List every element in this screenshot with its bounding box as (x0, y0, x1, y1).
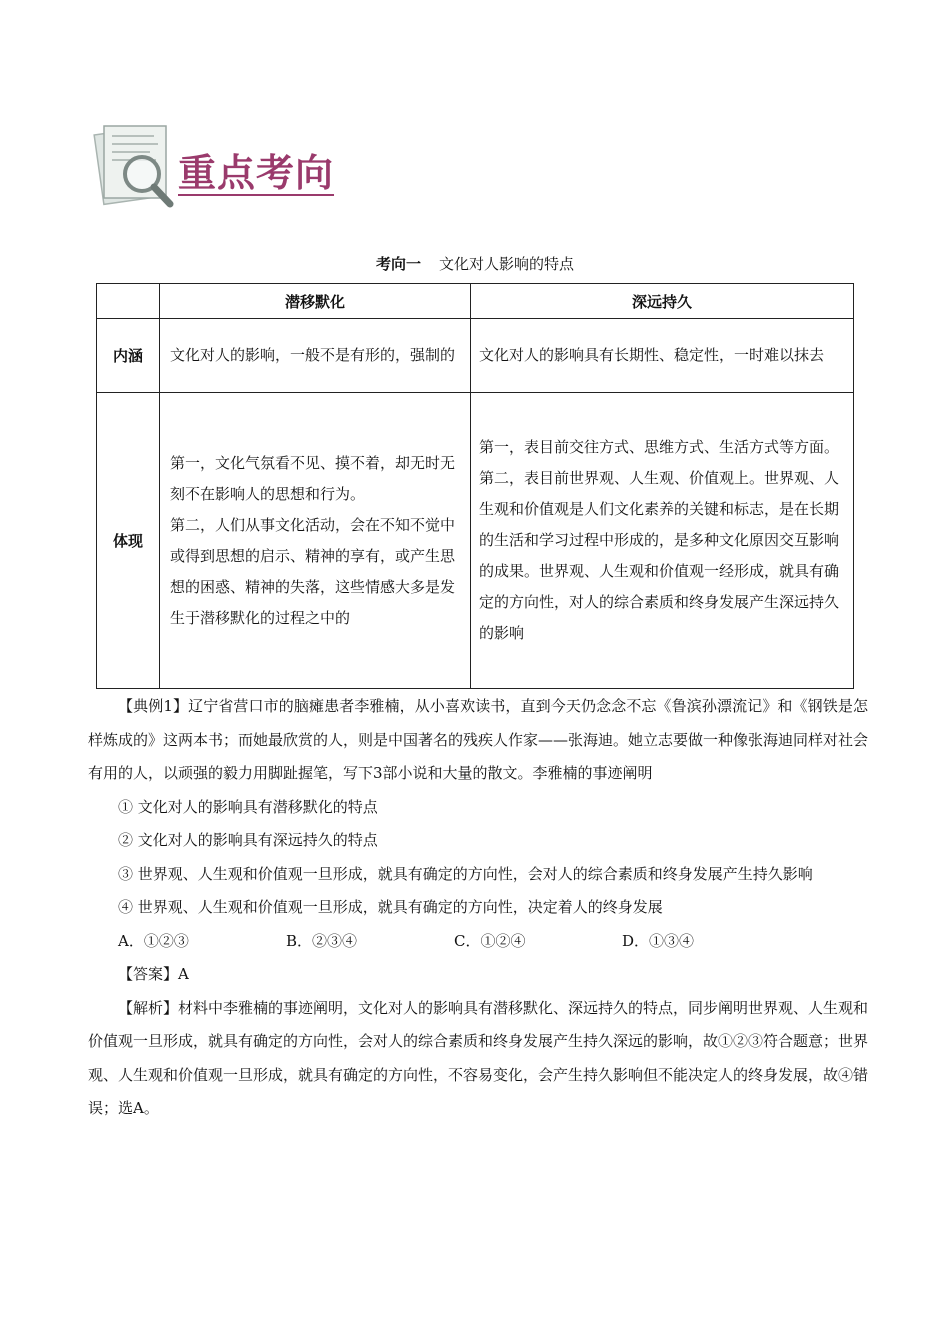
statement-2: ② 文化对人的影响具有深远持久的特点 (118, 831, 378, 849)
statement-3: ③ 世界观、人生观和价值观一旦形成，就具有确定的方向性，会对人的综合素质和终身发展产生持久影响 (118, 864, 813, 883)
example-stem: 【典例1】辽宁省营口市的脑瘫患者李雅楠，从小喜欢读书，直到今天仍念念不忘《鲁滨孙漂流记》和《钢铁是怎样炼成的》这两本书；而她最欣赏的人，则是中国著名的残疾人作家——张海迪。她立志要做一种像张海迪同样对社会有用的人，以顽强的毅力用脚趾握笔，写下3部小说和大量的散文。李雅楠的事迹阐明 (88, 697, 869, 782)
table-cell: 文化对人的影响具有长期性、稳定性，一时难以抹去 (471, 319, 854, 393)
table-row (97, 319, 854, 393)
table-caption (0, 253, 950, 274)
table-header-lasting: 深远持久 (471, 284, 854, 319)
answer: 【答案】A (118, 965, 189, 983)
table-cell: 第一，表目前交往方式、思维方式、生活方式等方面。 第二，表目前世界观、人生观、价值观上。世界观、人生观和价值观是人们文化素养的关键和标志，是在长期的生活和学习过程中形成的，是多种文化原因交互影响的成果。世界观、人生观和价值观一经形成，就具有确定的方向性，对人的综合素质和终身发展产生深远持久的影响 (471, 393, 854, 689)
table-row (97, 393, 854, 689)
table-header-row (97, 284, 854, 319)
answer-choices (88, 925, 868, 959)
table-cell: 文化对人的影响，一般不是有形的，强制的 (160, 319, 471, 393)
statement-4: ④ 世界观、人生观和价值观一旦形成，就具有确定的方向性，决定着人的终身发展 (118, 898, 663, 916)
choice-b: B．②③④ (286, 931, 358, 950)
section-banner-title: 重点考向 (178, 151, 335, 195)
choice-c: C．①②④ (454, 931, 526, 950)
caption-text: 文化对人影响的特点 (439, 255, 575, 273)
analysis: 【解析】材料中李雅楠的事迹阐明，文化对人的影响具有潜移默化、深远持久的特点，同步阐明世界观、人生观和价值观一旦形成，就具有确定的方向性，会对人的综合素质和终身发展产生持久深远的影响，故①②③符合题意；世界观、人生观和价值观一旦形成，就具有确定的方向性，不容易变化，会产生持久影响但不能决定人的终身发展，故④错误；选A。 (88, 998, 869, 1117)
table-cell: 第一，文化气氛看不见、摸不着，却无时无刻不在影响人的思想和行为。 第二，人们从事文化活动，会在不知不觉中或得到思想的启示、精神的享有，或产生思想的困惑、精神的失落，这些情感大多是发生于潜移默化的过程之中的 (160, 393, 471, 689)
row-label: 体现 (97, 393, 160, 689)
choice-a: A．①②③ (118, 931, 189, 950)
caption-label: 考向一 (375, 255, 421, 273)
table-header-empty (97, 284, 160, 319)
statement-1: ① 文化对人的影响具有潜移默化的特点 (118, 797, 378, 816)
example-section (88, 690, 868, 1126)
row-label: 内涵 (97, 319, 160, 393)
table-header-subtle: 潜移默化 (160, 284, 471, 319)
comparison-table (96, 283, 854, 689)
choice-d: D．①③④ (622, 931, 695, 950)
